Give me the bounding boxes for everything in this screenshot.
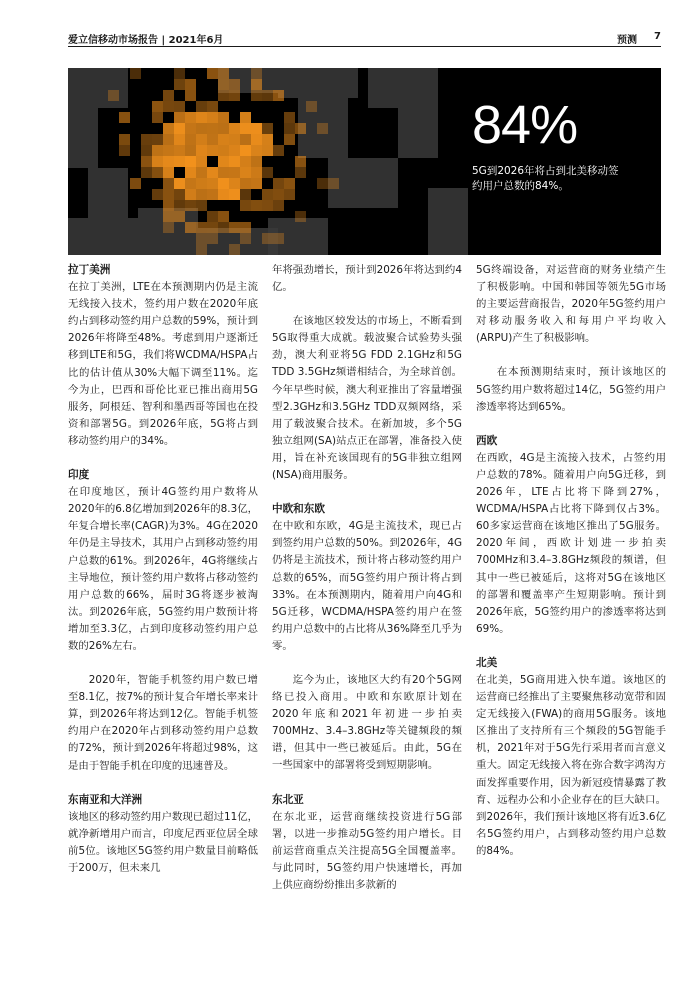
nea-text-1-part-a: 在东北亚，运营商继续投资进行5G部署，以进一步推动5G签约用户增长。目前运营商重点关注提高5G全国覆盖率。与此同时，5G签约用户快速增长，再加上供应商纷纷推出多款新的 [272, 810, 462, 891]
sea-text-1-part-a: 该地区的移动签约用户数现已超过11亿，就净新增用户而言，印度尼西亚位居全球前5位。该地区5G签约用户数量目前略低于200万，但未来几 [68, 810, 258, 874]
heading-we: 西欧 [476, 434, 498, 447]
india-text-1: 在印度地区，预计4G签约用户数将从2020年的6.8亿增加到2026年的8.3亿，年复合增长率(CAGR)为3%。4G在2020年仍是主导技术，其用户占到移动签约用户总数的61%。到2026年，4G将继续占主导地位，预计签约用户数将占移动签约用户总数的66%，届时3G将逐步被淘汰。到2026年底，5G签约用户数预计将增加至3.3亿，占到印度移动签约用户总数的26%左右。 [68, 486, 258, 652]
heading-na: 北美 [476, 656, 498, 669]
heading-cee: 中欧和东欧 [272, 503, 325, 516]
na-text: 在北美，5G商用进入快车道。该地区的运营商已经推出了主要聚焦移动宽带和固定无线接入(FWA)的商用5G服务。该地区推出了支持所有三个频段的5G智能手机，2021年对于5G先行采用者而言意义重大。固定无线接入将在弥合数字鸿沟方面发挥重要作用，因为新冠疫情暴露了教育、远程办公和小企业存在的巨大缺口。到2026年，我们预计该地区将有近3.6亿名5G签约用户，占到移动签约用户总数的84%。 [476, 673, 666, 857]
heading-nea: 东北亚 [272, 793, 304, 806]
nea-text-1-part-b: 5G终端设备，对运营商的财务业绩产生了积极影响。中国和韩国等领先5G市场的主要运营商报告，2020年5G签约用户对移动服务收入和每用户平均收入(ARPU)产生了积极影响。 [476, 264, 666, 345]
page-header [68, 28, 661, 48]
report-title: 爱立信移动市场报告 | 2021年6月 [68, 35, 224, 46]
nea-text-2: 在本预测期结束时，预计该地区的5G签约用户数将超过14亿，5G签约用户渗透率将达到65%。 [476, 366, 666, 413]
heading-sea: 东南亚和大洋洲 [68, 793, 143, 806]
heading-india: 印度 [68, 469, 90, 482]
hero-stat: 84% [472, 95, 578, 155]
sea-text-2: 在该地区较发达的市场上，不断看到5G取得重大成就。载波聚合试验势头强劲，澳大利亚将5G FDD 2.1GHz和5G TDD 3.5GHz频谱相结合，为全球首创。今年早些时候，澳大利亚推出了容量增强型2.3GHz和3.5GHz TDD双频网络，采用了载波聚合技术。在新加坡，多个5G独立组网(SA)站点正在部署，准备投入使用，旨在补充该国现有的5G非独立组网(NSA)商用服务。 [272, 315, 462, 482]
page-number: 7 [654, 31, 661, 42]
sea-text-1-part-b: 年将强劲增长，预计到2026年将达到约4亿。 [272, 264, 462, 294]
latam-text: 在拉丁美洲，LTE在本预测期内仍是主流无线接入技术，签约用户数在2020年底约占到移动签约用户总数的59%，预计到2026年将降至48%。考虑到用户逐渐迁移到LTE和5G，我们将WCDMA/HSPA占比的估计值从30%大幅下调至11%。迄今为止，巴西和哥伦比亚已推出商用5G服务，阿根廷、智利和墨西哥等国也在投资和部署5G。到2026年底，5G将占到移动签约用户的34%。 [68, 281, 258, 447]
we-text: 在西欧，4G是主流接入技术，占签约用户总数的78%。随着用户向5G迁移，到2026年，LTE占比将下降到27%，WCDMA/HSPA占比将下降到仅占3%。60多家运营商在该地区推出了5G服务。2020年间，西欧计划进一步拍卖700MHz和3.4–3.8GHz频段的频谱，但其中一些已被延后，这将对5G在该地区的部署和覆盖率产生短期影响。预计到2026年底，5G签约用户的渗透率将达到69%。 [476, 451, 666, 635]
hero-caption: 5G到2026年将占到北美移动签约用户总数的84%。 [472, 165, 619, 192]
column-3 [476, 262, 666, 860]
header-rule [68, 46, 661, 47]
heading-latam: 拉丁美洲 [68, 264, 111, 276]
column-2 [272, 262, 462, 894]
hero-banner [68, 68, 661, 255]
cee-text-1: 在中欧和东欧，4G是主流技术，现已占到签约用户总数的50%。到2026年，4G仍将是主流技术，预计将占移动签约用户总数的65%，而5G签约用户预计将占到33%。在本预测期内，随着用户向4G和5G迁移，WCDMA/HSPA签约用户在签约用户总数中的占比将从36%降至几乎为零。 [272, 520, 462, 652]
india-text-2: 2020年，智能手机签约用户数已增至8.1亿，按7%的预计复合年增长率来计算，到2026年将达到12亿。智能手机签约用户在2020年占到移动签约用户总数的72%，预计到2026年将超过98%，这是由于智能手机在印度的迅速普及。 [68, 674, 258, 772]
cee-text-2: 迄今为止，该地区大约有20个5G网络已投入商用。中欧和东欧原计划在2020年底和2021年初进一步拍卖700MHz、3.4–3.8GHz等关键频段的频谱，但其中一些已被延后。由此，5G在一些国家中的部署将受到短期影响。 [272, 673, 462, 772]
section-label: 预测 [617, 35, 637, 46]
column-1 [68, 262, 258, 877]
